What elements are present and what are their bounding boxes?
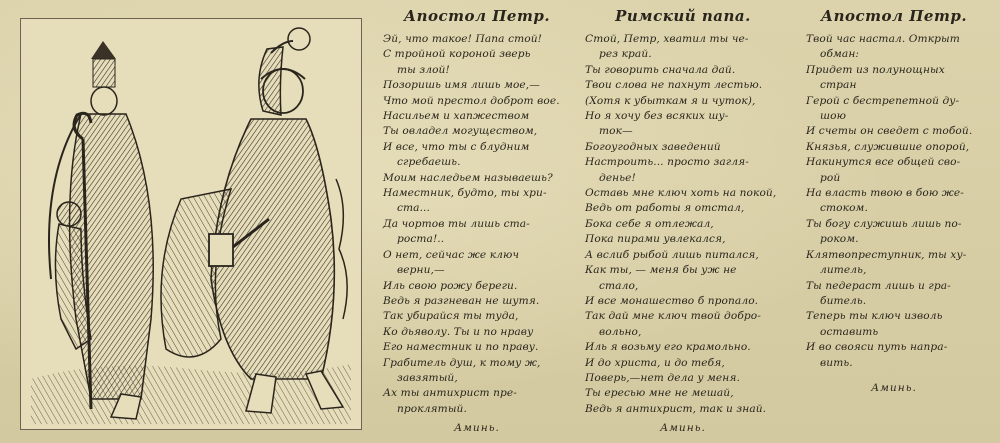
verse-line: Ты педераст лишь и гра- (806, 279, 951, 292)
verse-line: роком. (820, 233, 859, 246)
verse-line: верни,— (397, 264, 445, 277)
verse-line: Клятвопреступник, ты ху- (806, 248, 967, 261)
verse-line: стало, (599, 279, 639, 292)
verse-line: (Хотя к убыткам я и чуток), (585, 94, 756, 107)
verse-line: обман: (820, 48, 860, 61)
verse-line: Теперь ты ключ изволь (806, 310, 943, 323)
verse-line: Ведь я разгневан не шутя. (383, 294, 540, 307)
verse-line: Герой с бестрепетной ду- (806, 94, 960, 107)
amen-closing: Аминь. (454, 422, 500, 435)
verse-line: Так убирайся ты туда, (383, 310, 519, 323)
verse-line: Иль свою рожу береги. (383, 279, 518, 292)
verse-line: вить. (820, 356, 853, 369)
verse-line: Князья, служившие опорой, (806, 140, 970, 153)
verse-line: Но я хочу без всяких шу- (585, 110, 729, 123)
verse-line: Ах ты антихрист пре- (383, 387, 517, 400)
verse-line: Поверь,—нет дела у меня. (585, 371, 740, 384)
verse-line: битель. (820, 294, 867, 307)
verse-line: Грабитель душ, к тому ж, (383, 356, 541, 369)
verse-line: Позоришь имя лишь мое,— (383, 79, 540, 92)
verse-line: проклятый. (397, 402, 467, 415)
verse-line: литель, (820, 264, 867, 277)
verse-line: шою (820, 110, 847, 123)
verse-line: А вслиб рыбой лишь питался, (585, 248, 759, 261)
column-heading: Римский папа. (615, 7, 751, 25)
verse-line: рой (820, 171, 841, 184)
verse-line: Ведь от работы я отстал, (585, 202, 745, 215)
verse-line: Да чортов ты лишь ста- (383, 217, 530, 230)
verse-line: Пока пирами увлекался, (585, 233, 726, 246)
verse-line: Наместник, будто, ты хри- (383, 187, 547, 200)
verse-line: Так дай мне ключ твой добро- (585, 310, 761, 323)
verse-line: Твои слова не пахнут лестью. (585, 79, 763, 92)
verse-line: завзятый, (397, 371, 458, 384)
verse-line: Богоугодных заведений (585, 140, 721, 153)
verse-line: ты злой! (397, 63, 450, 76)
verse-line: Ведь я антихрист, так и знай. (585, 402, 767, 415)
verse-line: И все, что ты с блудним (383, 140, 530, 153)
verse-line: ста... (397, 202, 430, 215)
verse-line: Ты овладел могуществом, (383, 125, 538, 138)
column-apostle-peter-2 (806, 6, 982, 396)
verse-line: Твой час настал. Открыт (806, 33, 960, 45)
column-heading: Апостол Петр. (820, 7, 968, 25)
verse-line: И счеты он сведет с тобой. (806, 125, 973, 138)
verse-line: Его наместник и по праву. (383, 341, 539, 354)
verse-line: Оставь мне ключ хоть на покой, (585, 187, 777, 200)
verse-line: вольно, (599, 325, 642, 338)
verse-line: Ты говорить сначала дай. (585, 63, 736, 76)
woodcut-illustration (20, 18, 362, 430)
verse-line: Настроить... просто загля- (585, 156, 749, 169)
verse-line: И все монашество б пропало. (585, 294, 759, 307)
verse-line: Как ты, — меня бы уж не (585, 264, 737, 277)
column-roman-pope (585, 6, 781, 437)
verse-line: Ты богу служишь лишь по- (806, 217, 962, 230)
amen-closing: Аминь. (660, 422, 706, 435)
verse-line: денье! (599, 171, 636, 184)
verse-line: Стой, Петр, хватил ты че- (585, 33, 749, 45)
verse-line: И во свояси путь напра- (806, 341, 948, 354)
verse-line: Ко дьяволу. Ты и по нраву (383, 325, 534, 338)
verse-line: Иль я возьму его крамольно. (585, 341, 751, 354)
verse-line: С тройной короной зверь (383, 48, 531, 61)
verse-line: оставить (820, 325, 879, 338)
verse-line: Моим наследьем называешь? (383, 171, 553, 184)
verse-line: ток— (599, 125, 633, 138)
verse-line: Эй, что такое! Папа стой! (383, 33, 543, 45)
verse-line: Придет из полунощных (806, 63, 945, 76)
verse-line: Ты ересью мне не мешай, (585, 387, 734, 400)
verse-line: рез край. (599, 48, 652, 61)
verse-line: Насильем и хапжеством (383, 110, 530, 123)
verse-line: роста!.. (397, 233, 445, 246)
verse-line: И до христа, и до тебя, (585, 356, 725, 369)
verse-line: сгребаешь. (397, 156, 461, 169)
verse-line: Бока себе я отлежал, (585, 217, 714, 230)
verse-line: Что мой престол доброт вое. (383, 94, 560, 107)
verse-line: На власть твою в бою же- (806, 187, 964, 200)
column-heading: Апостол Петр. (403, 7, 551, 25)
verse-line: стран (820, 79, 857, 92)
verse-line: стоком. (820, 202, 868, 215)
verse-line: Накинутся все общей сво- (806, 156, 961, 169)
column-apostle-peter-1 (383, 6, 571, 437)
amen-closing: Аминь. (871, 381, 917, 394)
verse-line: О нет, сейчас же ключ (383, 248, 520, 261)
